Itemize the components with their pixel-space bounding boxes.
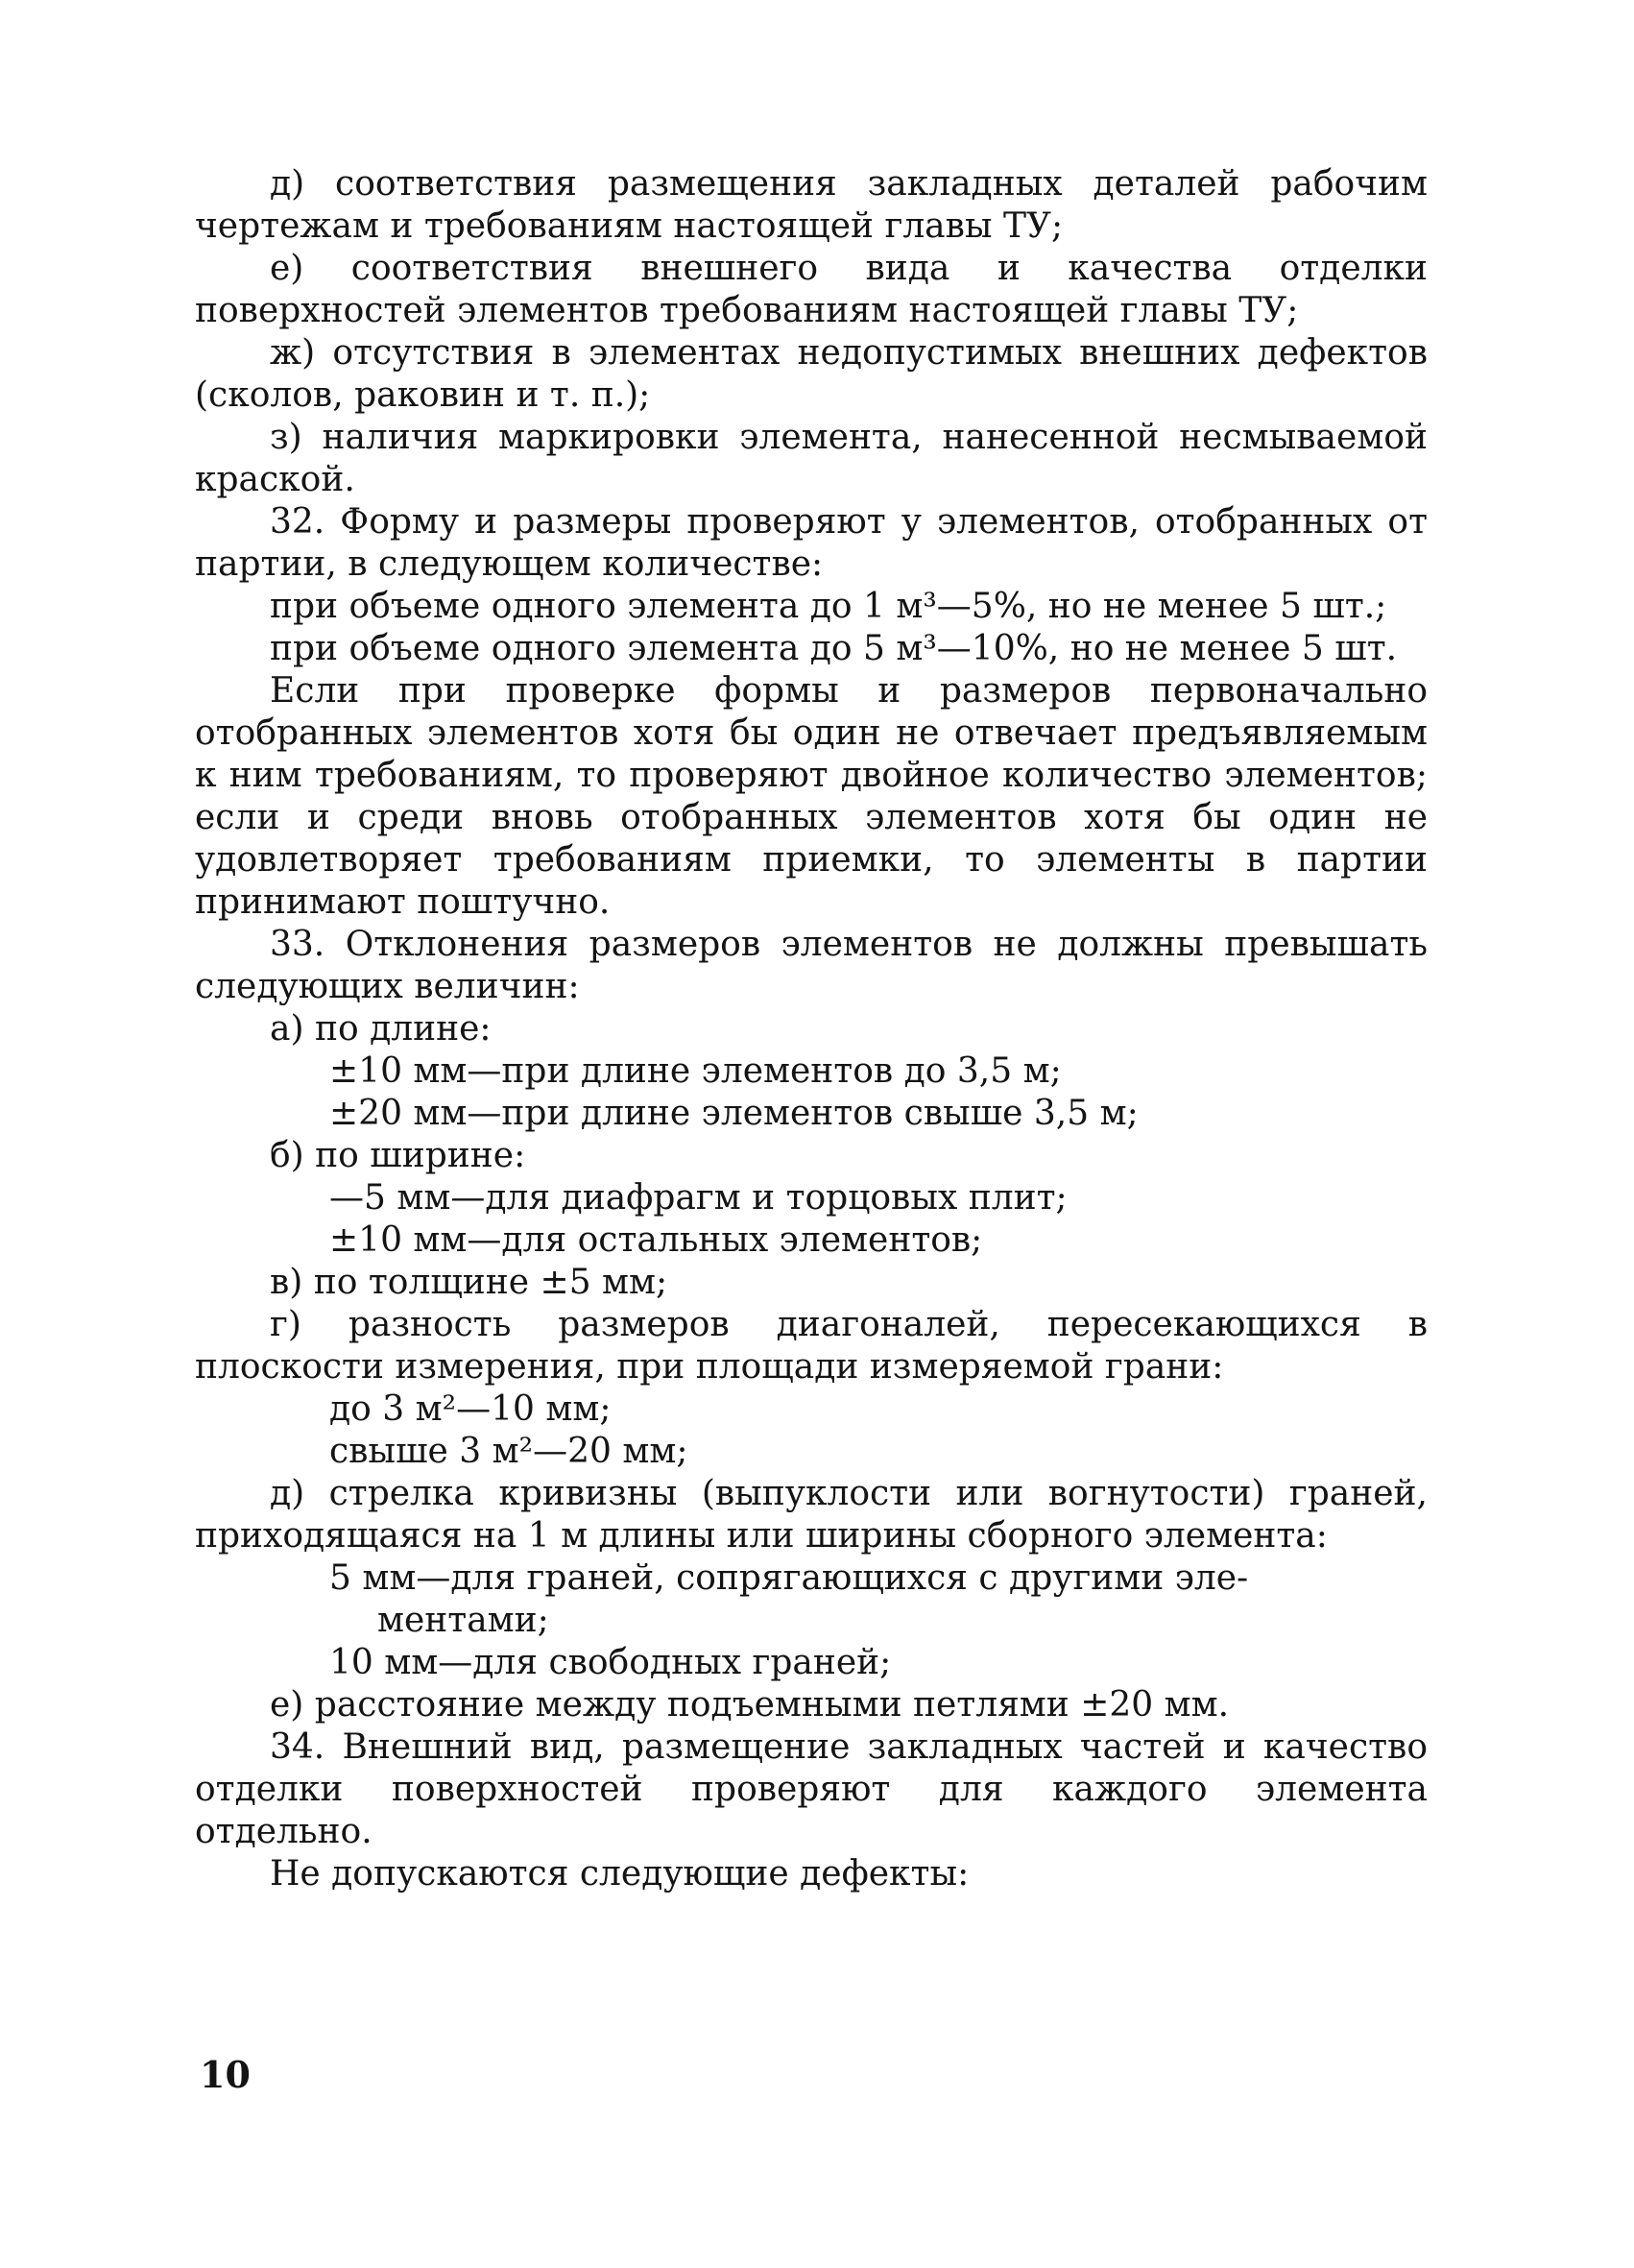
page-number: 10 xyxy=(200,2053,251,2096)
list-item-length-over-3-5: ±20 мм—при длине элементов свыше 3,5 м; xyxy=(329,1094,1139,1133)
paragraph-e-surface-finish: е) соответствия внешнего вида и качества отделки поверхностей элементов требованиям настоящей главы ТУ; xyxy=(195,249,1428,330)
paragraph-volume-1m3: при объеме одного элемента до 1 м³—5%, но не менее 5 шт.; xyxy=(270,587,1387,626)
list-item-curvature-mating-main: 5 мм—для граней, сопрягающихся с другими эле- xyxy=(329,1558,1249,1598)
paragraph-curvature: д) стрелка кривизны (выпуклости или вогнутости) граней, приходящаяся на 1 м длины или ширины сборного элемента: xyxy=(195,1474,1428,1556)
list-item-curvature-mating xyxy=(195,1557,1428,1642)
paragraph-z-marking: з) наличия маркировки элемента, нанесенной несмываемой краской. xyxy=(195,418,1428,499)
list-item-curvature-free: 10 мм—для свободных граней; xyxy=(329,1643,892,1682)
paragraph-lifting-loops: е) расстояние между подъемными петлями ±20 мм. xyxy=(270,1685,1230,1725)
paragraph-d-embedded-parts: д) соответствия размещения закладных деталей рабочим чертежам и требованиям настоящей главы ТУ; xyxy=(195,164,1428,246)
list-item-curvature-mating-cont: ментами; xyxy=(377,1601,549,1640)
list-item-area-over-3: свыше 3 м²—20 мм; xyxy=(329,1432,688,1471)
paragraph-32-sampling: 32. Форму и размеры проверяют у элементов, отобранных от партии, в следующем количестве: xyxy=(195,502,1428,584)
paragraph-thickness: в) по толщине ±5 мм; xyxy=(270,1263,668,1302)
paragraph-34-appearance: 34. Внешний вид, размещение закладных частей и качество отделки поверхностей проверяют для каждого элемента отдельно. xyxy=(195,1727,1428,1851)
list-item-width-diaphragms: —5 мм—для диафрагм и торцовых плит; xyxy=(329,1178,1068,1218)
paragraph-zh-defects: ж) отсутствия в элементах недопустимых внешних дефектов (сколов, раковин и т. п.); xyxy=(195,333,1428,415)
paragraph-33-deviations: 33. Отклонения размеров элементов не должны превышать следующих величин: xyxy=(195,925,1428,1006)
heading-by-width: б) по ширине: xyxy=(270,1136,526,1175)
list-item-length-up-to-3-5: ±10 мм—при длине элементов до 3,5 м; xyxy=(329,1051,1062,1091)
paragraph-recheck-rule: Если при проверке формы и размеров первоначально отобранных элементов хотя бы один не отвечает предъявляемым к ним требованиям, то проверяют двойное количество элементов; если и среди вновь отобранных элементов хотя бы один не удовлетворяет требованиям приемки, то элементы в партии принимают поштучно. xyxy=(195,671,1428,922)
paragraph-diagonals: г) разность размеров диагоналей, пересекающихся в плоскости измерения, при площади измеряемой грани: xyxy=(195,1305,1428,1387)
body-text xyxy=(195,163,1428,1895)
list-item-width-other: ±10 мм—для остальных элементов; xyxy=(329,1220,983,1260)
paragraph-defects-intro: Не допускаются следующие дефекты: xyxy=(270,1854,970,1894)
list-item-area-up-to-3: до 3 м²—10 мм; xyxy=(329,1389,612,1429)
heading-by-length: а) по длине: xyxy=(270,1009,492,1049)
paragraph-volume-5m3: при объеме одного элемента до 5 м³—10%, но не менее 5 шт. xyxy=(270,629,1398,668)
